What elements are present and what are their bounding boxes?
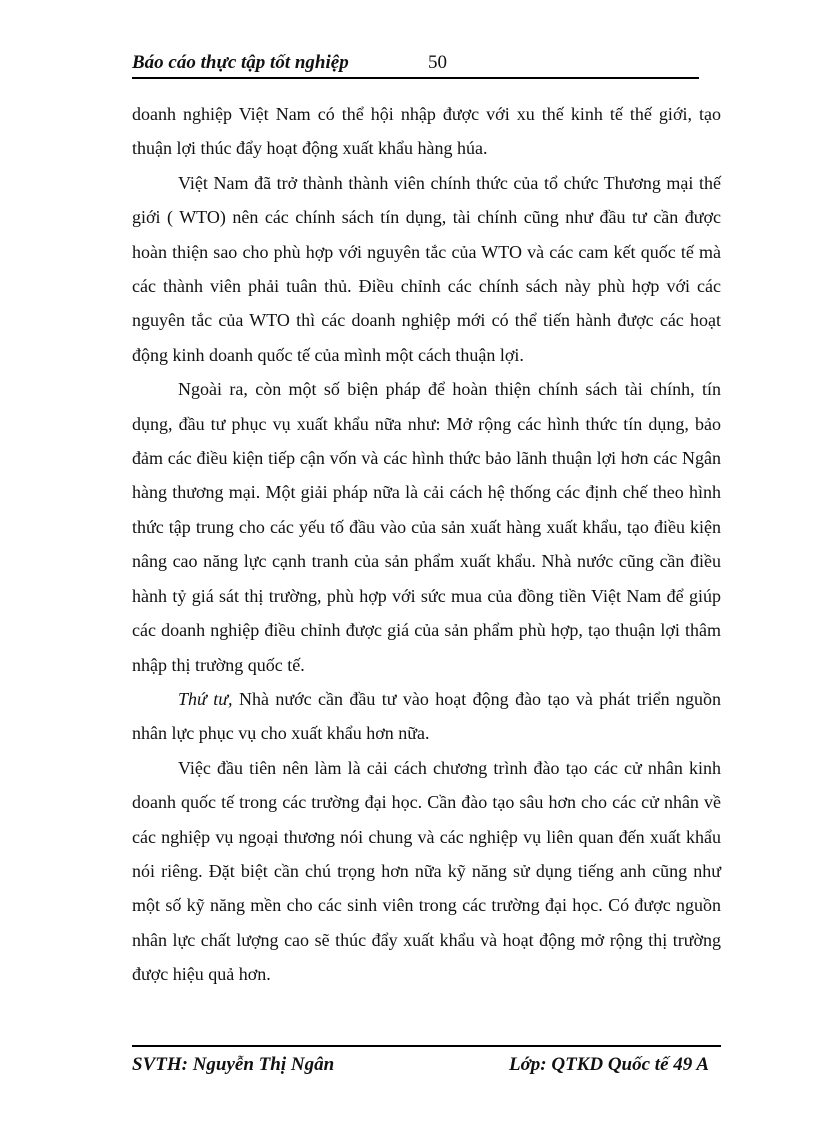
page-footer xyxy=(132,1054,721,1080)
document-body xyxy=(132,97,721,992)
page-header xyxy=(132,52,699,76)
page-number: 50 xyxy=(428,52,447,73)
section-lead: Thứ tư, xyxy=(178,688,233,709)
report-title: Báo cáo thực tập tốt nghiệp xyxy=(132,52,349,73)
paragraph-4 xyxy=(132,682,721,751)
paragraph-4-text: Nhà nước cần đầu tư vào hoạt động đào tạo và phát triển nguồn nhân lực phục vụ cho xuất khẩu hơn nữa. xyxy=(132,688,721,744)
header-divider xyxy=(132,77,699,79)
footer-divider xyxy=(132,1045,721,1047)
paragraph-1: doanh nghiệp Việt Nam có thể hội nhập được với xu thế kinh tế thế giới, tạo thuận lợi thúc đẩy hoạt động xuất khẩu hàng húa. xyxy=(132,104,721,159)
paragraph-5: Việc đầu tiên nên làm là cải cách chương trình đào tạo các cử nhân kinh doanh quốc tế trong các trường đại học. Cần đào tạo sâu hơn cho các cử nhân về các nghiệp vụ ngoại thương nói chung và các nghiệp vụ liên quan đến xuất khẩu nói riêng. Đặt biệt cần chú trọng hơn nữa kỹ năng sử dụng tiếng anh cũng như một số kỹ năng mền cho các sinh viên trong các trường đại học. Có được nguồn nhân lực chất lượng cao sẽ thúc đẩy xuất khẩu và hoạt động mở rộng thị trường được hiệu quả hơn. xyxy=(132,757,721,985)
student-name: SVTH: Nguyễn Thị Ngân xyxy=(132,1054,335,1075)
class-name: Lớp: QTKD Quốc tế 49 A xyxy=(508,1054,709,1075)
paragraph-3: Ngoài ra, còn một số biện pháp để hoàn thiện chính sách tài chính, tín dụng, đầu tư phục vụ xuất khẩu nữa như: Mở rộng các hình thức tín dụng, bảo đảm các điều kiện tiếp cận vốn và các hình thức bảo lãnh thuận lợi hơn các Ngân hàng thương mại. Một giải pháp nữa là cải cách hệ thống các định chế theo hình thức tập trung cho các yếu tố đầu vào của sản xuất hàng xuất khẩu, tạo điều kiện nâng cao năng lực cạnh tranh của sản phẩm xuất khẩu. Nhà nước cũng cần điều hành tỷ giá sát thị trường, phù hợp với sức mua của đồng tiền Việt Nam để giúp các doanh nghiệp điều chỉnh được giá của sản phẩm phù hợp, tạo thuận lợi thâm nhập thị trường quốc tế. xyxy=(132,379,721,675)
paragraph-2: Việt Nam đã trở thành thành viên chính thức của tổ chức Thương mại thế giới ( WTO) nên các chính sách tín dụng, tài chính cũng như đầu tư cần được hoàn thiện sao cho phù hợp với nguyên tắc của WTO và các cam kết quốc tế mà các thành viên phải tuân thủ. Điều chỉnh các chính sách này phù hợp với các nguyên tắc của WTO thì các doanh nghiệp mới có thể tiến hành được các hoạt động kinh doanh quốc tế của mình một cách thuận lợi. xyxy=(132,172,721,365)
